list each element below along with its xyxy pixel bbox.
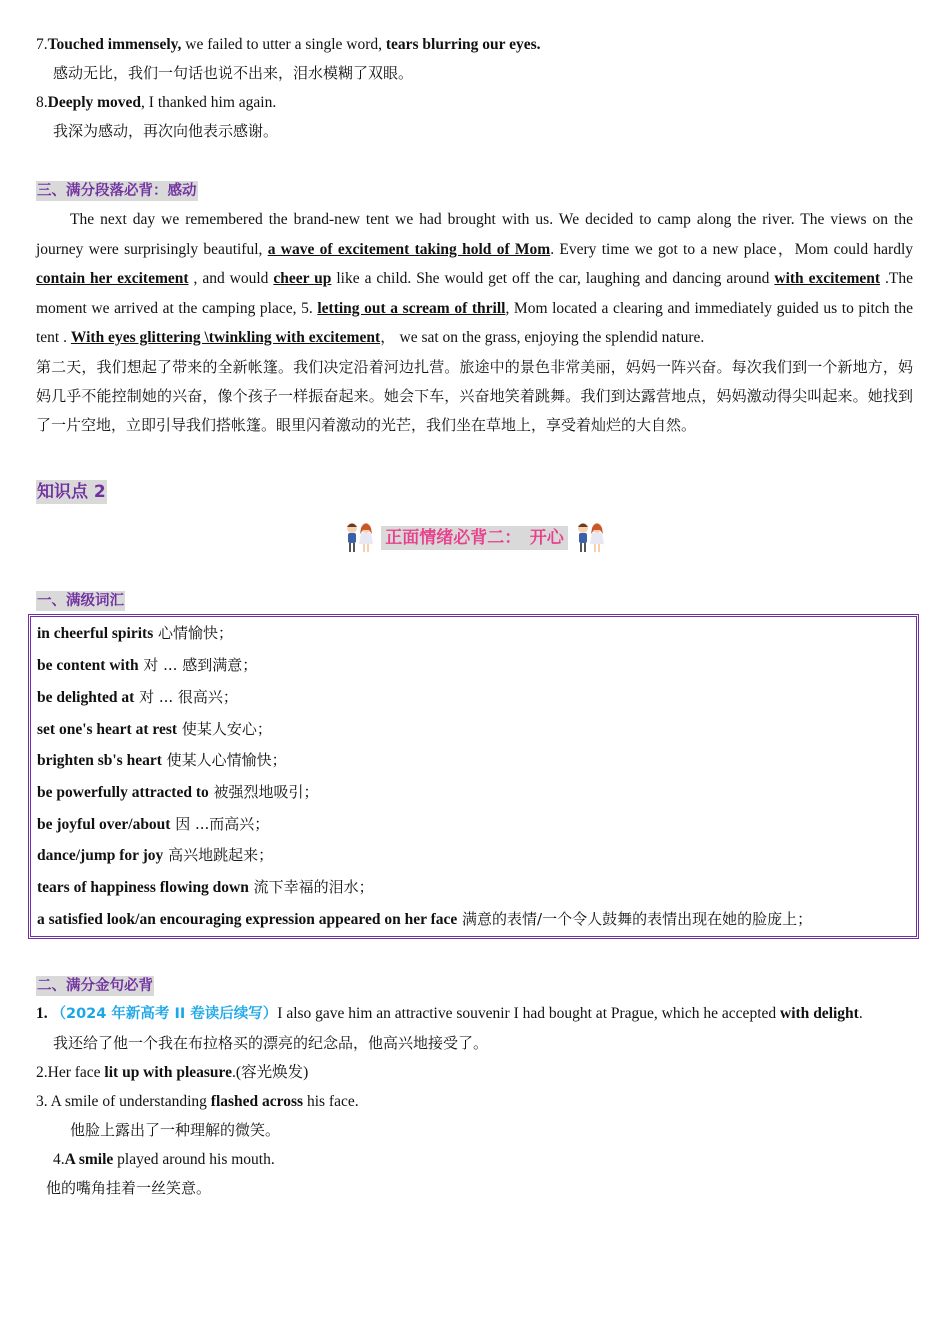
sentence-text: , I thanked him again. [141, 94, 277, 111]
vocab-meaning: 对 ... 很高兴； [134, 687, 238, 706]
sentence-text: . [858, 1005, 863, 1023]
sentence-text: 2.Her face [36, 1064, 105, 1082]
sentence-text: 4. [53, 1151, 65, 1169]
vocab-item [37, 682, 910, 714]
golden-sentence-3 [36, 1087, 913, 1116]
key-phrase: Deeply moved [47, 94, 142, 111]
paragraph-text: . Every time we got to a new place，Mom could hardly [550, 240, 914, 258]
golden-sentence-1 [36, 999, 913, 1029]
vocab-phrase: be content with [37, 657, 139, 675]
golden-sentence-3-translation: 他脸上露出了一种理解的微笑。 [70, 1121, 281, 1140]
sentence-7-translation: 感动无比，我们一句话也说不出来，泪水模糊了双眼。 [53, 64, 414, 82]
section-heading-vocab: 一、满级词汇 [37, 593, 124, 610]
vocab-phrase: be powerfully attracted to [37, 783, 209, 801]
key-phrase: with [780, 1005, 810, 1023]
sentence-text: .(容光焕发) [232, 1064, 309, 1082]
sentence-text: we failed to utter a single word, [181, 36, 386, 53]
section-heading-sentences: 二、满分金句必背 [37, 978, 153, 995]
knowledge-point-heading: 知识点 2 [37, 482, 106, 503]
vocab-box [28, 614, 919, 939]
vocab-meaning: 对 ... 感到满意； [138, 656, 258, 675]
vocab-phrase: be delighted at [37, 688, 135, 706]
banner-title: 正面情绪必背二： 开心 [381, 526, 568, 550]
key-phrase: flashed across [210, 1093, 304, 1111]
golden-sentence-2 [36, 1058, 913, 1087]
vocab-phrase: a satisfied look/an encouraging expression appeared on her face [37, 910, 458, 928]
model-paragraph-translation: 第二天，我们想起了带来的全新帐篷。我们决定沿着河边扎营。旅途中的景色非常美丽，妈妈一阵兴奋。每次我们到一个新地方，妈妈几乎不能控制她的兴奋，像个孩子一样振奋起来。她会下车，兴奋地笑着跳舞。我们到达露营地点，妈妈激动得尖叫起来。她找到了一片空地，立即引导我们搭帐篷。眼里闪着激动的光芒，我们坐在草地上，享受着灿烂的大自然。 [36, 357, 913, 435]
vocab-item [37, 840, 910, 872]
vocab-phrase: tears of happiness flowing down [37, 879, 249, 897]
underlined-phrase: with excitement [774, 270, 881, 287]
vocab-item [37, 650, 910, 682]
sentence-number: 8. [36, 94, 48, 111]
golden-sentence-4-translation: 他的嘴角挂着一丝笑意。 [46, 1179, 212, 1198]
children-icon [341, 520, 377, 556]
paragraph-text: The next day we remembered the brand-new tent we had brought with us. We decided to camp along the river. The views on the journey were surprisingly beautiful, [36, 211, 913, 258]
section-heading-paragraph: 三、满分段落必背：感动 [37, 183, 197, 199]
key-phrase: tears blurring our eyes. [385, 36, 541, 53]
vocab-phrase: in cheerful spirits [37, 625, 154, 643]
vocab-item [37, 714, 910, 746]
vocab-item [37, 618, 910, 650]
vocab-meaning: 满意的表情/一个令人鼓舞的表情出现在她的脸庞上； [457, 909, 813, 928]
underlined-phrase: contain her excitement [36, 270, 189, 287]
key-phrase: Touched immensely, [47, 36, 182, 53]
paragraph-text: ， we sat on the grass, enjoying the splendid nature. [380, 329, 705, 346]
golden-sentence-4 [36, 1145, 913, 1174]
paragraph-text: .The moment we arrived at the camping place, 5. [36, 270, 913, 317]
paragraph-text: , Mom located a clearing and immediately guided us to pitch the tent . [36, 299, 913, 346]
vocab-phrase: dance/jump for joy [37, 847, 164, 865]
vocab-meaning: 流下幸福的泪水； [248, 878, 374, 897]
vocab-item [37, 777, 910, 809]
paragraph-text: like a child. She would get off the car, laughing and dancing around [331, 270, 775, 287]
golden-sentence-1-translation: 我还给了他一个我在布拉格买的漂亮的纪念品，他高兴地接受了。 [53, 1034, 489, 1053]
vocab-meaning: 被强烈地吸引； [208, 782, 319, 801]
vocab-meaning: 因 ...而高兴； [170, 814, 270, 833]
sentence-text: his face. [303, 1093, 359, 1111]
vocab-meaning: 使某人安心； [177, 719, 272, 738]
vocab-phrase: set one's heart at rest [37, 720, 178, 738]
children-icon [572, 520, 608, 556]
vocab-item [37, 809, 910, 841]
vocab-meaning: 使某人心情愉快； [161, 751, 287, 770]
vocab-item [37, 745, 910, 777]
underlined-phrase: cheer up [273, 270, 332, 287]
vocab-phrase: be joyful over/about [37, 815, 171, 833]
vocab-item [37, 904, 910, 936]
sentence-7 [36, 30, 913, 59]
key-phrase: delight [813, 1005, 859, 1023]
sentence-text: 3. A smile of understanding [36, 1093, 211, 1111]
key-phrase: A smile [64, 1151, 114, 1169]
vocab-meaning: 高兴地跳起来； [163, 846, 274, 865]
document-page [36, 30, 913, 1203]
sentence-8-translation: 我深为感动，再次向他表示感谢。 [53, 122, 279, 140]
model-paragraph [36, 205, 913, 353]
vocab-item [37, 872, 910, 904]
key-phrase: lit up with pleasure [104, 1064, 233, 1082]
vocab-phrase: brighten sb's heart [37, 752, 162, 770]
underlined-phrase: letting out a scream of thrill [317, 299, 506, 317]
sentence-text: I also gave him an attractive souvenir I had bought at Prague, which he accepted [277, 1005, 781, 1023]
sentence-8 [36, 88, 913, 117]
sentence-number: 7. [36, 36, 48, 53]
sentence-text: played around his mouth. [113, 1151, 275, 1169]
paragraph-text: , and would [188, 270, 274, 287]
vocab-meaning: 心情愉快； [153, 624, 234, 643]
sentence-number: 1. [36, 1005, 48, 1023]
source-tag: （2024 年新高考 II 卷读后续写） [51, 1006, 278, 1023]
topic-banner [36, 520, 913, 560]
underlined-phrase: With eyes glittering \twinkling with excitement [70, 329, 381, 346]
underlined-phrase: a wave of excitement taking hold of Mom [267, 240, 551, 258]
